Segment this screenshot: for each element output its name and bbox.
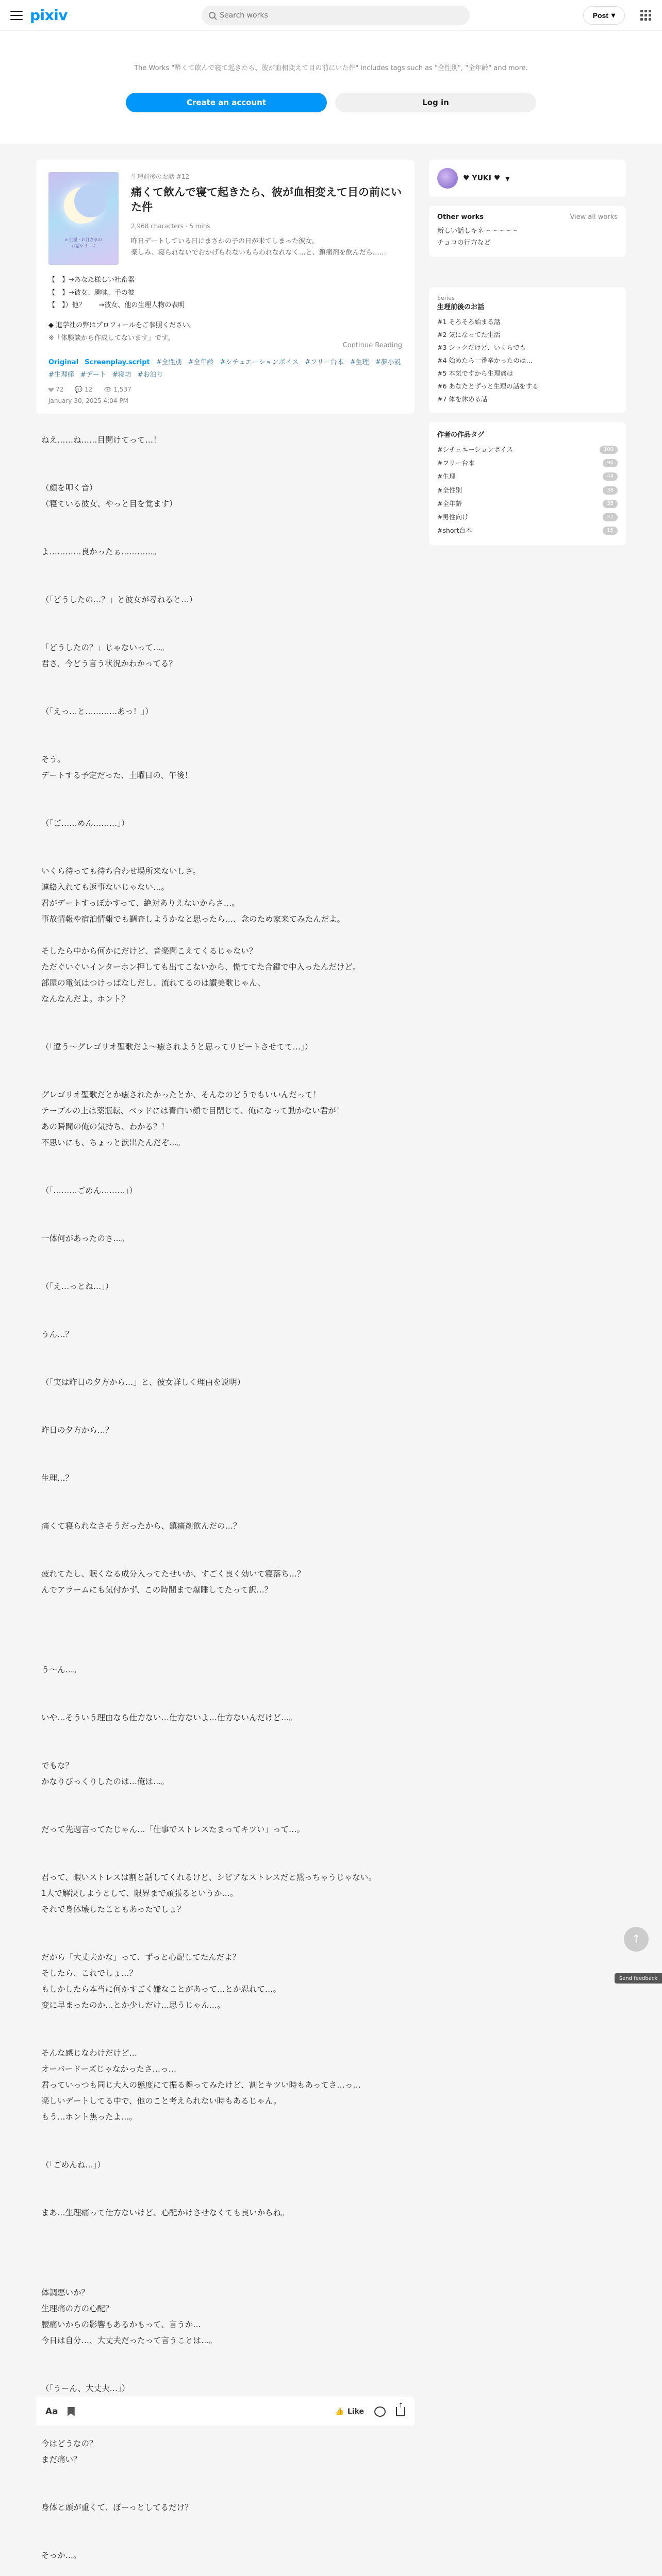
- novel-cover[interactable]: [48, 172, 119, 265]
- font-settings-icon[interactable]: Aa: [45, 2406, 58, 2417]
- tag[interactable]: #お泊り: [137, 370, 163, 379]
- tag-name: #生理: [437, 472, 456, 481]
- tag[interactable]: #全年齢: [188, 359, 214, 367]
- search-input[interactable]: [220, 11, 462, 20]
- author-tag-row[interactable]: [437, 456, 618, 470]
- tag[interactable]: #デート: [80, 370, 106, 379]
- series-item[interactable]: #5 本気ですから生理痛は: [437, 369, 514, 377]
- author-tag-row[interactable]: [437, 484, 618, 497]
- create-account-button[interactable]: Create an account: [126, 93, 327, 112]
- menu-icon[interactable]: [10, 11, 23, 20]
- novel-caption: [48, 274, 402, 345]
- post-label: Post: [592, 11, 608, 20]
- tag[interactable]: #寝坊: [112, 370, 131, 379]
- series-box: [429, 287, 626, 413]
- caption-line: 【 】→彼女、趣味、手の彼: [48, 289, 135, 297]
- tag-name: #short台本: [437, 527, 472, 535]
- novel-card: [36, 160, 415, 414]
- tag[interactable]: #シチュエーションボイス: [220, 359, 299, 367]
- search-bar[interactable]: [202, 6, 470, 25]
- sidebar: [429, 160, 626, 2576]
- tag[interactable]: #生理痛: [48, 370, 74, 379]
- other-work-item[interactable]: 新しい話しキネ〜〜〜〜〜: [437, 227, 518, 235]
- caption-note: ◆ 進学社の弊はプロフィールをご参照ください。: [48, 321, 196, 330]
- series-link[interactable]: 生理前後のお話 #12: [131, 173, 190, 180]
- novel-body-part2: 今はどうなの？ まだ痛い？ 身体と頭が重くて、ぼーっとしてるだけ？ そっか…。: [41, 2439, 193, 2561]
- thumb-icon: 👍: [335, 2407, 344, 2416]
- like-button[interactable]: [335, 2408, 364, 2416]
- apps-grid-icon[interactable]: [640, 10, 652, 21]
- comments-count: 12: [85, 386, 93, 394]
- scroll-to-top-button[interactable]: ↑: [624, 1927, 649, 1952]
- post-date: January 30, 2025 4:04 PM: [48, 397, 128, 405]
- views-stat: 👁 1,537: [104, 386, 131, 394]
- tag-count: 90: [603, 459, 618, 467]
- cover-caption: a 生理・お月さまの お話シリーズ: [65, 238, 102, 248]
- tag[interactable]: #夢小説: [375, 359, 401, 367]
- likes-count: 72: [56, 386, 64, 394]
- tag-name: #男性向け: [437, 513, 469, 521]
- other-works: [429, 206, 626, 257]
- series-item[interactable]: #2 気になってた生活: [437, 330, 501, 338]
- tag-count: 38: [603, 486, 618, 495]
- tag-name: #シチュエーションボイス: [437, 445, 513, 453]
- view-all-link[interactable]: View all works: [570, 213, 618, 221]
- novel-title: 痛くて飲んで寝て起きたら、彼が血相変えて目の前にいた件: [131, 186, 402, 214]
- novel-description: 昨日デートしている日にまさかの子の日が来てしまった彼女。 楽しみ、寝られないでおかげられないもらわれなれなく…と、鎮痛剤を飲んだら……: [131, 237, 386, 257]
- stats-row: [48, 386, 402, 393]
- tag-count: 27: [603, 513, 618, 521]
- tag-count: 15: [603, 527, 618, 535]
- search-icon: [209, 12, 216, 19]
- other-work-item[interactable]: チョコの行方など: [437, 239, 491, 247]
- author-tags: [429, 422, 626, 545]
- author-tag-row[interactable]: [437, 443, 618, 456]
- novel-main: [36, 160, 415, 2576]
- other-works-label: Other works: [437, 213, 484, 221]
- share-icon[interactable]: [396, 2407, 405, 2416]
- tag-screenplay[interactable]: Screenplay.script: [85, 359, 150, 367]
- chevron-down-icon: ▾: [611, 11, 615, 19]
- author-name[interactable]: ♥ YUKI ♥: [463, 174, 501, 182]
- author-tag-row[interactable]: [437, 470, 618, 483]
- moon-icon: [64, 188, 100, 224]
- heart-bookmark-icon[interactable]: [374, 2406, 386, 2417]
- author-tag-row[interactable]: [437, 524, 618, 537]
- tag-name: #全性別: [437, 486, 462, 494]
- read-time: 5 mins: [189, 222, 210, 230]
- char-count: 2,968 characters: [131, 222, 184, 230]
- top-header: [0, 0, 662, 31]
- chevron-down-icon: ▾: [505, 173, 510, 183]
- tag-count: 44: [603, 472, 618, 481]
- author-tag-row[interactable]: [437, 511, 618, 524]
- series-item[interactable]: #4 始めたら一番辛かったのは…: [437, 356, 533, 364]
- pixiv-logo[interactable]: pixiv: [30, 7, 68, 24]
- views-count: 1,537: [113, 386, 131, 394]
- series-item[interactable]: #1 そろそろ始まる話: [437, 317, 501, 326]
- tag-name: #フリー台本: [437, 459, 475, 467]
- signup-banner: [0, 31, 662, 144]
- length-info: 2,968 characters · 5 mins: [131, 222, 210, 230]
- banner-text: The Works "酔くて飲んで寝て起きたら、彼が血相変えて目の前にいた件" includes tags such as "全性別", "全年齢" and more.: [134, 64, 528, 72]
- series-item[interactable]: #7 体を休める話: [437, 395, 488, 403]
- tag-count: 100: [600, 446, 618, 454]
- feedback-button[interactable]: Send feedback: [615, 1973, 662, 1984]
- caption-line: 【 】→あなた様しい社畜器: [48, 276, 135, 284]
- tag[interactable]: #生理: [350, 359, 369, 367]
- action-bar: [36, 2397, 415, 2426]
- author-tag-row[interactable]: [437, 497, 618, 511]
- series-item[interactable]: #3 シックだけど、いくらでも: [437, 343, 526, 351]
- login-button[interactable]: Log in: [335, 93, 536, 112]
- like-label: Like: [347, 2407, 364, 2416]
- author-card[interactable]: [429, 160, 626, 197]
- likes-stat: [48, 386, 63, 393]
- avatar[interactable]: [437, 168, 458, 189]
- caption-line: 【 】）他？ →彼女、他の生理人物の表明: [48, 301, 185, 310]
- continue-reading-link[interactable]: Continue Reading: [342, 342, 402, 350]
- tag-name: #全年齢: [437, 499, 462, 507]
- tag-original[interactable]: Original: [48, 359, 79, 367]
- post-button[interactable]: [583, 6, 625, 25]
- series-title[interactable]: 生理前後のお話: [437, 303, 485, 311]
- caption-note2: ※「体験談から作成してないます」です。: [48, 334, 174, 342]
- series-label: Series: [437, 294, 455, 301]
- heart-icon: [48, 387, 54, 392]
- comments-stat: 💬 12: [75, 386, 93, 394]
- author-tags-title: 作者の作品タグ: [437, 431, 485, 439]
- bookmark-icon[interactable]: [68, 2407, 75, 2416]
- tag-count: 35: [603, 500, 618, 508]
- novel-body-part1: ねえ……ね……目開けてって…！ （顔を叩く音） （寝ている彼女、やっと目を覚ます） よ…………良かったぁ…………。 （「どうしたの…？」と彼女が尋ねると…） 「どうしたの？」じゃないって…。 君さ、今どう言う状況かわかってる？ （「えっ…と…………あっ！」） そう。 デートする予定だった、土曜日の、午後！ （「ご……めん………」） いくら待っても待ち合わせ場所来ないしさ。 連絡入れても返事ないじゃない…。 君がデートすっぽかすって、絶対ありえないからさ…。 事故情報や宿泊情報でも調査しようかなと思ったら…、念のため家来てみたんだよ。 そしたら中から何かにだけど、音楽聞こえてくるじゃない？ ただぐいぐいインターホン押しても出てこないから、慌ててた合鍵で中入ったんだけど。 部屋の電気はつけっぱなしだし、流れてるのは讃美歌じゃん、 なんなんだよ。ホント？ （「違う～グレゴリオ聖歌だよ～癒されようと思ってリピートさせてて…」） グレゴリオ聖歌だとか癒されたかったとか、そんなのどうでもいいんだって！ テーブルの上は薬瓶転、ベッドには青白い顔で目閉じて、俺になって動かない君が！ あの瞬間の俺の気持ち、わかる？！ 不思いにも、ちょっと涙出たんだぞ…。 （「………ごめん………」） 一体何があったのさ…。 （「え…っとね…」） うん…？ （「実は昨日の夕方から…」と、彼女詳しく理由を説明） 昨日の夕方から…？ 生理…？ 痛くて寝られなさそうだったから、鎮痛剤飲んだの…？ 疲れてたし、眠くなる成分入ってたせいか、すごく良く効いて寝落ち…？ んでアラームにも気付かず、この時間まで爆睡してたって訳…？ う～ん…。 いや…そういう理由なら仕方ない…仕方ないよ…仕方ないんだけど…。 でもな？ かなりびっくりしたのは…俺は…。 だって先週言ってたじゃん…「仕事でストレスたまってキツい」って…。 君って、暇いストレスは割と話してくれるけど、シビアなストレスだと黙っちゃうじゃない。 1人で解決しようとして、限界まで頑張るというか…。 それで身体壊したこともあったでしょ？ だから「大丈夫かな」って、ずっと心配してたんだよ？ そしたら、これでしょ…？ もしかしたら本当に何かすごく嫌なことがあって…とか忍れて…。 変に早まったのか…とか少しだけ…思うじゃん…。 そんな感じなわけだけど… オーバードーズじゃなかったさ…っ… 君っていっつも同じ大人の態度にて振る舞ってみたけど、割とキツい時もあってさ…っ… 楽しいデートしてる中で、他のこと考えられない時もあるじゃん。 もう…ホント焦ったよ…。 （「ごめんね…」） まあ…生理痛って仕方ないけど、心配かけさせなくても良いからね。 体調悪いか？ 生理痛の方の心配？ 腰痛いからの影響もあるかもって、言うか… 今日は自分…、大丈夫だったって言うことは…。 （「うーん、大丈夫…」）: [41, 435, 376, 2394]
- tag-list: [48, 357, 402, 381]
- tag[interactable]: #全性別: [156, 359, 182, 367]
- series-item[interactable]: #6 あなたとずっと生理の話をする: [437, 382, 539, 390]
- tag[interactable]: #フリー台本: [305, 359, 344, 367]
